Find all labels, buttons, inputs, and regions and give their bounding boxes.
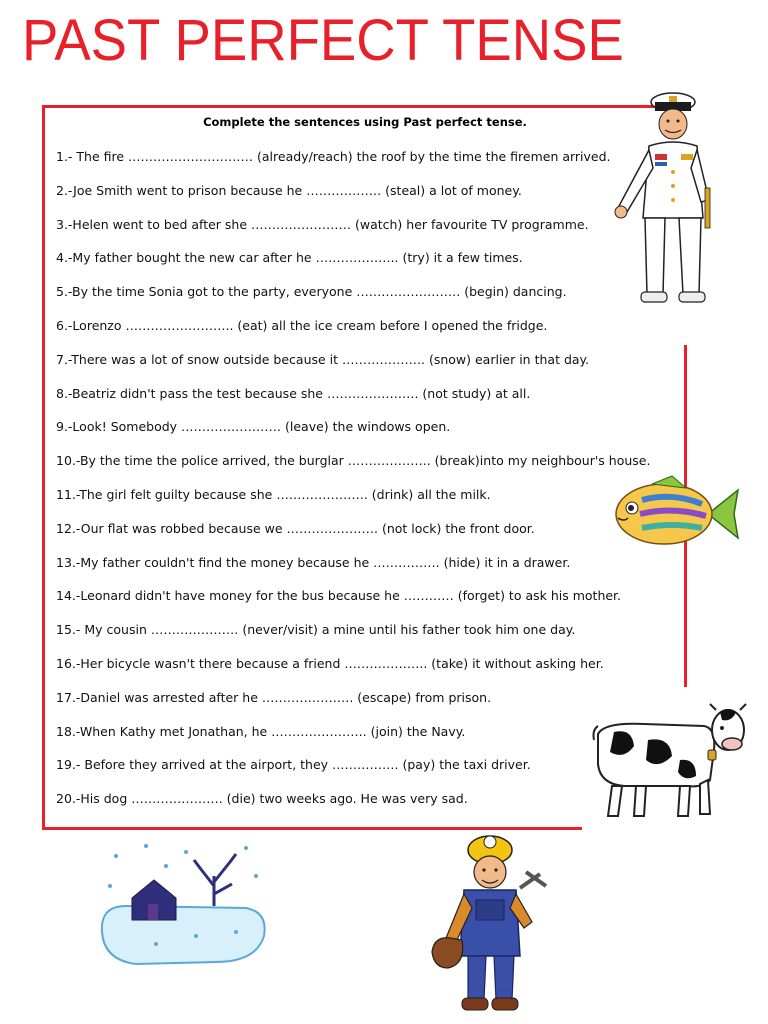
sentence-11: 11.-The girl felt guilty because she …………………. (drink) all the milk. — [56, 486, 491, 502]
sentence-7: 7.-There was a lot of snow outside because it ……………….. (snow) earlier in that day. — [56, 351, 590, 367]
sentence-16: 16.-Her bicycle wasn't there because a friend ……………….. (take) it without asking her. — [56, 655, 604, 671]
sentence-17: 17.-Daniel was arrested after he …………………. (escape) from prison. — [56, 689, 492, 705]
cow-illustration — [584, 700, 750, 824]
snowy-house-illustration — [96, 836, 272, 972]
sentence-4: 4.-My father bought the new car after he ……………….. (try) it a few times. — [56, 250, 523, 266]
sentence-18: 18.-When Kathy met Jonathan, he ………………….. (join) the Navy. — [56, 723, 466, 739]
sentence-9: 9.-Look! Somebody …………………… (leave) the windows open. — [56, 419, 451, 435]
sentence-5: 5.-By the time Sonia got to the party, everyone ……………………. (begin) dancing. — [56, 284, 567, 300]
frame-gap — [582, 826, 692, 834]
sentence-8: 8.-Beatriz didn't pass the test because she …………………. (not study) at all. — [56, 385, 531, 401]
sentence-13: 13.-My father couldn't find the money because he ……………. (hide) it in a drawer. — [56, 554, 571, 570]
sentence-12: 12.-Our flat was robbed because we …………………. (not lock) the front door. — [56, 520, 535, 536]
sentence-10: 10.-By the time the police arrived, the burglar ……………….. (break)into my neighbour's house. — [56, 453, 651, 469]
sentence-6: 6.-Lorenzo …………………….. (eat) all the ice cream before I opened the fridge. — [56, 317, 548, 333]
instruction-text: Complete the sentences using Past perfect tense. — [203, 115, 527, 129]
sentence-list — [56, 147, 650, 823]
page-title: PAST PERFECT TENSE — [22, 8, 624, 73]
sentence-2: 2.-Joe Smith went to prison because he ……………… (steal) a lot of money. — [56, 182, 522, 198]
sentence-1: 1.- The fire ………………………… (already/reach) the roof by the time the firemen arrived. — [56, 149, 611, 164]
sentence-15: 15.- My cousin ………………… (never/visit) a mine until his father took him one day. — [56, 622, 576, 638]
miner-illustration — [428, 828, 548, 1018]
sentence-14: 14.-Leonard didn't have money for the bus because he ………… (forget) to ask his mother. — [56, 588, 622, 604]
sentence-20: 20.-His dog …………………. (die) two weeks ago. He was very sad. — [56, 791, 468, 807]
sentence-19: 19.- Before they arrived at the airport, they ……………. (pay) the taxi driver. — [56, 757, 531, 773]
fish-illustration — [612, 474, 740, 554]
sailor-illustration — [605, 88, 725, 308]
sentence-3: 3.-Helen went to bed after she …………………… (watch) her favourite TV programme. — [56, 216, 589, 232]
